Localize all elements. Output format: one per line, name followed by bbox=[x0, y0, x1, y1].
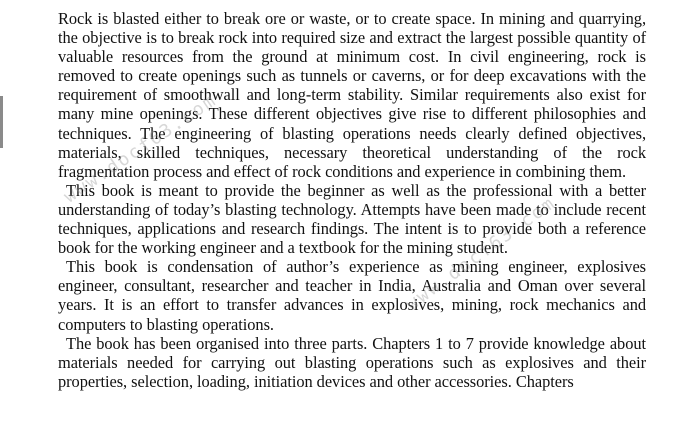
watermark-1: www.docf63.com bbox=[60, 89, 221, 208]
paragraph-4: The book has been organised into three parts. Chapters 1 to 7 provide knowledge about materials needed for carrying out blasting operations such as explosives and their properties, selection, loading, initiation devices and other accessories. Chapters bbox=[58, 333, 646, 391]
page-edge-mark bbox=[0, 96, 3, 148]
paragraph-2: This book is meant to provide the beginner as well as the professional with a better understanding of today’s blasting technology. Attempts have been made to include recent techniques, applications and research findings. The intent is to provide both a reference book for the working engineer and a textbook for the mining student. bbox=[58, 180, 646, 258]
watermark-2: www.docf63.com bbox=[402, 192, 560, 315]
body-text bbox=[58, 9, 646, 391]
paragraph-3: This book is condensation of author’s experience as mining engineer, explosives engineer, consultant, researcher and teacher in India, Australia and Oman over several years. It is an effort to transfer advances in explosives, mining, rock mechanics and computers to blasting operations. bbox=[58, 257, 646, 334]
paragraph-1: Rock is blasted either to break ore or waste, or to create space. In mining and quarrying, the objective is to break rock into required size and extract the largest possible quantity of valuable resources from the ground at minimum cost. In civil engineering, rock is removed to create openings such as tunnels or caverns, or for deep excavations with the requirement of smoothwall and long-term stability. Similar requirements also exist for many mine openings. These different objectives give rise to different philosophies and techniques. The engineering of blasting operations needs clearly defined objectives, materials, skilled techniques, necessary theoretical understanding of the rock fragmentation process and effect of rock conditions and experience in combining them. bbox=[58, 9, 646, 181]
